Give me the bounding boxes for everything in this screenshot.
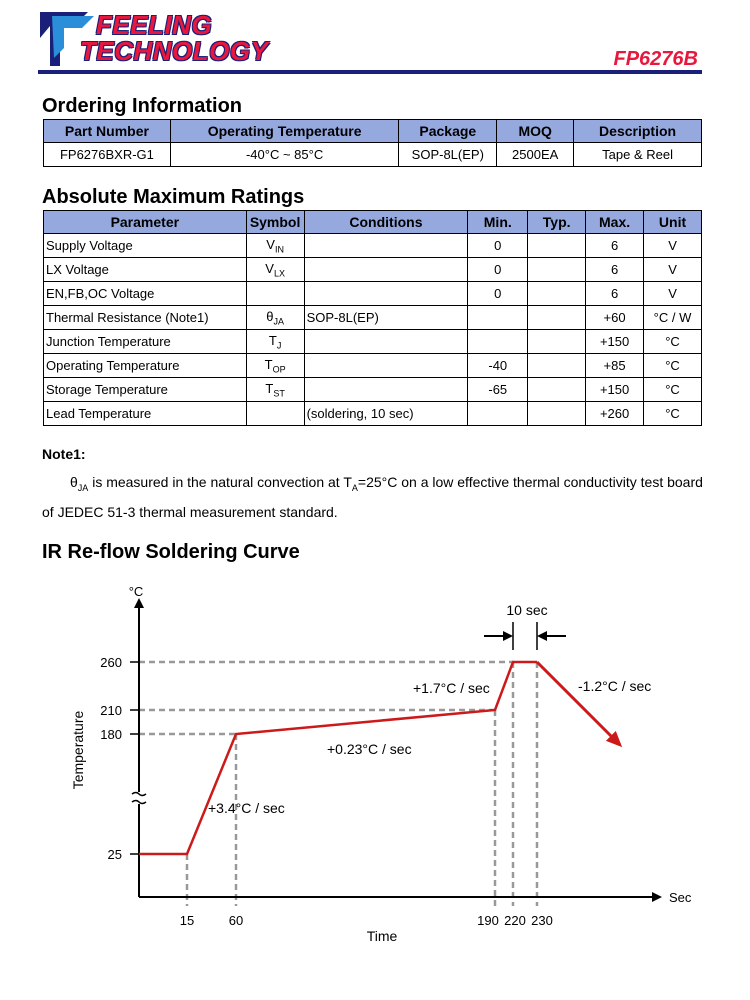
note-symbol: θ (70, 474, 78, 490)
annotation-peak-duration: 10 sec (506, 602, 548, 618)
page-header (0, 0, 750, 80)
col-package: Package (399, 120, 497, 143)
cell-typ (528, 306, 586, 330)
logo-text-line2: TECHNOLOGY (80, 36, 269, 66)
note-ta-sub: A (351, 482, 358, 493)
x-tick-label: 60 (228, 913, 244, 928)
col-parameter: Parameter (44, 211, 247, 234)
cell-unit: V (644, 282, 702, 306)
ramp-down-arrow (537, 662, 620, 745)
cell-min: 0 (468, 234, 528, 258)
cell-min (468, 330, 528, 354)
cell-conditions (304, 234, 468, 258)
cell-conditions (304, 378, 468, 402)
cell-min (468, 402, 528, 426)
cell-parameter: EN,FB,OC Voltage (44, 282, 247, 306)
cell-unit: °C (644, 354, 702, 378)
cell-parameter: Junction Temperature (44, 330, 247, 354)
annotation-soak: +0.23°C / sec (327, 741, 412, 757)
cell-min: 0 (468, 282, 528, 306)
y-tick-label: 260 (100, 655, 122, 670)
annotation-cooling: -1.2°C / sec (578, 678, 652, 694)
company-logo (38, 8, 268, 70)
annotation-ramp-peak: +1.7°C / sec (413, 680, 490, 696)
cell-max: 6 (586, 282, 644, 306)
cell-moq: 2500EA (497, 143, 574, 167)
cell-package: SOP-8L(EP) (399, 143, 497, 167)
cell-symbol: $T_{OP}$ (246, 354, 304, 378)
cell-typ (528, 378, 586, 402)
table-row (44, 354, 702, 378)
cell-typ (528, 354, 586, 378)
cell-max: 6 (586, 258, 644, 282)
cell-symbol (246, 282, 304, 306)
table-row (44, 234, 702, 258)
cell-conditions (304, 258, 468, 282)
cell-conditions: SOP-8L(EP) (304, 306, 468, 330)
cell-conditions: (soldering, 10 sec) (304, 402, 468, 426)
table-row (44, 282, 702, 306)
y-tick-label: 25 (107, 847, 122, 862)
ordering-header-row (44, 120, 702, 143)
x-tick-label: 15 (179, 913, 195, 928)
cell-max: +60 (586, 306, 644, 330)
note-body (42, 470, 706, 524)
cell-typ (528, 282, 586, 306)
x-tick-label: 220 (504, 913, 526, 928)
note-text-2: =25°C on a low effective thermal conductivity test board of JEDEC 51-3 thermal measurement standard. (42, 474, 703, 520)
annotation-ramp-up: +3.4°C / sec (208, 800, 285, 816)
y-tick-label: 180 (100, 727, 122, 742)
cell-parameter: Thermal Resistance (Note1) (44, 306, 247, 330)
ratings-table (43, 210, 702, 426)
note-title: Note1: (42, 446, 86, 462)
ratings-title: Absolute Maximum Ratings (42, 186, 305, 208)
col-symbol: Symbol (246, 211, 304, 234)
cell-parameter: Lead Temperature (44, 402, 247, 426)
table-row (44, 402, 702, 426)
col-operating-temperature: Operating Temperature (170, 120, 399, 143)
cell-conditions (304, 282, 468, 306)
cell-typ (528, 258, 586, 282)
cell-typ (528, 234, 586, 258)
cell-max: +150 (586, 330, 644, 354)
cell-typ (528, 402, 586, 426)
cell-operating-temperature: -40°C ~ 85°C (170, 143, 399, 167)
ordering-title: Ordering Information (42, 95, 242, 117)
cell-max: +150 (586, 378, 644, 402)
cell-unit: V (644, 258, 702, 282)
cell-parameter: Operating Temperature (44, 354, 247, 378)
cell-symbol: $T_J$ (246, 330, 304, 354)
y-tick-label: 210 (100, 703, 122, 718)
cell-symbol (246, 402, 304, 426)
cell-parameter: LX Voltage (44, 258, 247, 282)
cell-typ (528, 330, 586, 354)
cell-part-number: FP6276BXR-G1 (44, 143, 171, 167)
x-unit-label: Sec (669, 890, 692, 905)
table-row (44, 378, 702, 402)
cell-symbol: $V_{IN}$ (246, 234, 304, 258)
reflow-chart (0, 570, 750, 970)
header-rule (38, 70, 702, 74)
cell-max: +260 (586, 402, 644, 426)
col-description: Description (574, 120, 702, 143)
cell-parameter: Storage Temperature (44, 378, 247, 402)
cell-symbol: $\theta_{JA}$ (246, 306, 304, 330)
y-unit-label: °C (128, 584, 144, 599)
cell-conditions (304, 330, 468, 354)
cell-description: Tape & Reel (574, 143, 702, 167)
x-tick-label: 230 (531, 913, 553, 928)
cell-unit: °C / W (644, 306, 702, 330)
cell-max: +85 (586, 354, 644, 378)
col-min: Min. (468, 211, 528, 234)
axis-break-icon (131, 792, 147, 804)
col-typ: Typ. (528, 211, 586, 234)
x-tick-label: 190 (477, 913, 499, 928)
cell-unit: V (644, 234, 702, 258)
cell-conditions (304, 354, 468, 378)
x-axis-label: Time (366, 928, 398, 944)
guide-lines (139, 662, 537, 906)
x-tick-labels (180, 913, 553, 928)
cell-min: -40 (468, 354, 528, 378)
cell-symbol: $V_{LX}$ (246, 258, 304, 282)
ratings-header-row (44, 211, 702, 234)
cell-symbol: $T_{ST}$ (246, 378, 304, 402)
note-symbol-sub: JA (77, 482, 89, 493)
table-row (44, 258, 702, 282)
y-axis-label: Temperature (70, 710, 86, 790)
col-unit: Unit (644, 211, 702, 234)
table-row (44, 306, 702, 330)
cell-min (468, 306, 528, 330)
logo-text-line1: FEELING (96, 10, 213, 40)
cell-min: -65 (468, 378, 528, 402)
table-row (44, 143, 702, 167)
cell-unit: °C (644, 378, 702, 402)
part-number-title: FP6276B (613, 48, 698, 70)
cell-unit: °C (644, 402, 702, 426)
cell-min: 0 (468, 258, 528, 282)
col-max: Max. (586, 211, 644, 234)
cell-parameter: Supply Voltage (44, 234, 247, 258)
ordering-table (43, 119, 702, 167)
y-tick-labels (100, 655, 139, 862)
cell-max: 6 (586, 234, 644, 258)
table-row (44, 330, 702, 354)
col-part-number: Part Number (44, 120, 171, 143)
chart-title: IR Re-flow Soldering Curve (42, 541, 300, 563)
col-moq: MOQ (497, 120, 574, 143)
col-conditions: Conditions (304, 211, 468, 234)
cell-unit: °C (644, 330, 702, 354)
note-text-1: is measured in the natural convection at T (88, 474, 352, 490)
